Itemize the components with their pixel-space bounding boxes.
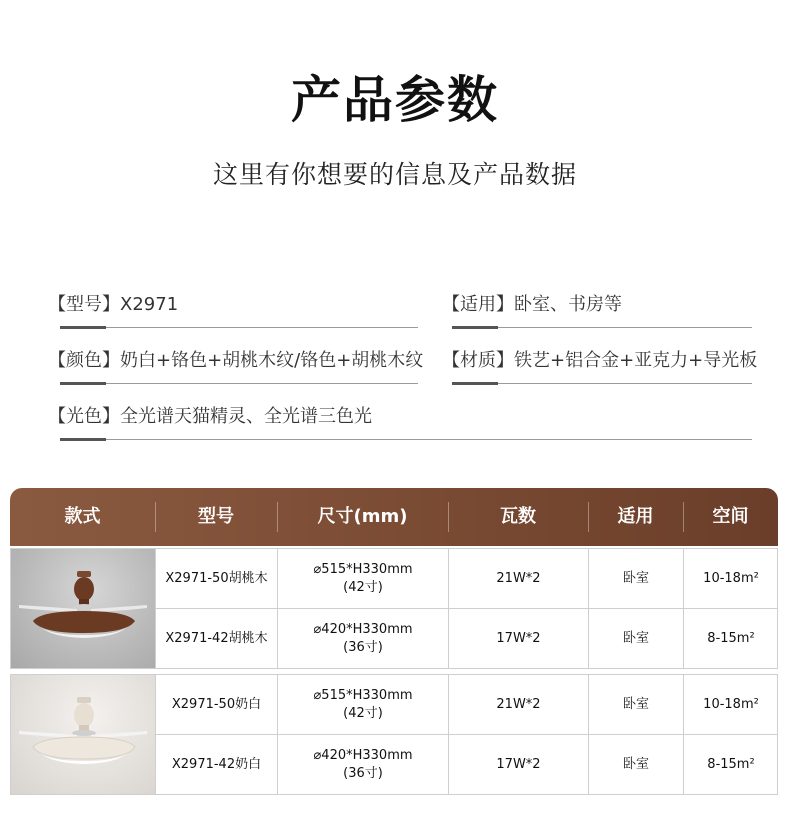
spec-divider-accent bbox=[60, 326, 106, 329]
spec-divider-accent bbox=[60, 438, 106, 441]
header-model: 型号 bbox=[198, 506, 234, 527]
cell-space: 8-15m² bbox=[707, 756, 755, 772]
page-title: 产品参数 bbox=[291, 71, 499, 129]
spec-divider bbox=[60, 327, 418, 328]
size-value: ⌀420*H330mm bbox=[313, 747, 413, 763]
cell-size bbox=[278, 735, 448, 794]
cell-size bbox=[278, 609, 448, 668]
size-note: (36寸) bbox=[343, 639, 383, 655]
size-value: ⌀515*H330mm bbox=[313, 687, 413, 703]
spec-usage-key: 【适用】 bbox=[442, 294, 514, 315]
table-header bbox=[10, 488, 778, 546]
cell-usage: 卧室 bbox=[622, 696, 649, 712]
product-image-cream bbox=[11, 675, 155, 794]
spec-usage bbox=[442, 290, 622, 316]
spec-divider-accent bbox=[452, 382, 498, 385]
header-usage: 适用 bbox=[617, 506, 654, 527]
size-value: ⌀515*H330mm bbox=[313, 561, 413, 577]
size-note: (42寸) bbox=[343, 579, 383, 595]
spec-material-key: 【材质】 bbox=[442, 350, 514, 371]
header-style: 款式 bbox=[64, 506, 101, 527]
cell-usage: 卧室 bbox=[622, 756, 649, 772]
spec-model bbox=[48, 290, 178, 316]
size-note: (42寸) bbox=[343, 705, 383, 721]
cell-usage: 卧室 bbox=[622, 570, 649, 586]
spec-light-value: 全光谱天猫精灵、全光谱三色光 bbox=[120, 406, 372, 427]
header-size: 尺寸(mm) bbox=[317, 506, 408, 527]
cell-space: 10-18m² bbox=[703, 570, 759, 586]
spec-color-key: 【颜色】 bbox=[48, 350, 120, 371]
cell-wattage: 21W*2 bbox=[496, 696, 541, 712]
cell-space: 8-15m² bbox=[707, 630, 755, 646]
spec-divider-accent bbox=[452, 326, 498, 329]
spec-light-key: 【光色】 bbox=[48, 406, 120, 427]
spec-material bbox=[442, 346, 757, 372]
spec-model-value: X2971 bbox=[120, 294, 179, 315]
cell-wattage: 17W*2 bbox=[496, 756, 541, 772]
header-wattage: 瓦数 bbox=[500, 506, 536, 527]
cell-model: X2971-42奶白 bbox=[171, 756, 262, 772]
size-note: (36寸) bbox=[343, 765, 383, 781]
spec-divider bbox=[60, 383, 418, 384]
cell-model: X2971-50奶白 bbox=[171, 696, 262, 712]
spec-material-value: 铁艺+铝合金+亚克力+导光板 bbox=[514, 350, 758, 371]
cell-space: 10-18m² bbox=[703, 696, 759, 712]
header-space: 空间 bbox=[712, 506, 749, 527]
spec-light bbox=[48, 402, 372, 428]
cell-model: X2971-50胡桃木 bbox=[165, 570, 268, 586]
product-image-walnut bbox=[11, 549, 155, 668]
cell-size bbox=[278, 549, 448, 608]
cream-fan-light-icon bbox=[11, 675, 155, 794]
cell-model: X2971-42胡桃木 bbox=[165, 630, 268, 646]
product-group-walnut bbox=[10, 548, 778, 669]
cell-usage: 卧室 bbox=[622, 630, 649, 646]
size-value: ⌀420*H330mm bbox=[313, 621, 413, 637]
spec-color-value: 奶白+铬色+胡桃木纹/铬色+胡桃木纹 bbox=[120, 350, 424, 371]
cell-size bbox=[278, 675, 448, 734]
spec-usage-value: 卧室、书房等 bbox=[514, 294, 622, 315]
page-subtitle: 这里有你想要的信息及产品数据 bbox=[212, 160, 577, 189]
cell-wattage: 21W*2 bbox=[496, 570, 541, 586]
spec-model-key: 【型号】 bbox=[48, 294, 120, 315]
product-group-cream bbox=[10, 674, 778, 795]
walnut-fan-light-icon bbox=[11, 549, 155, 668]
spec-color bbox=[48, 346, 423, 372]
spec-divider-accent bbox=[60, 382, 106, 385]
spec-divider bbox=[60, 439, 752, 440]
cell-wattage: 17W*2 bbox=[496, 630, 541, 646]
